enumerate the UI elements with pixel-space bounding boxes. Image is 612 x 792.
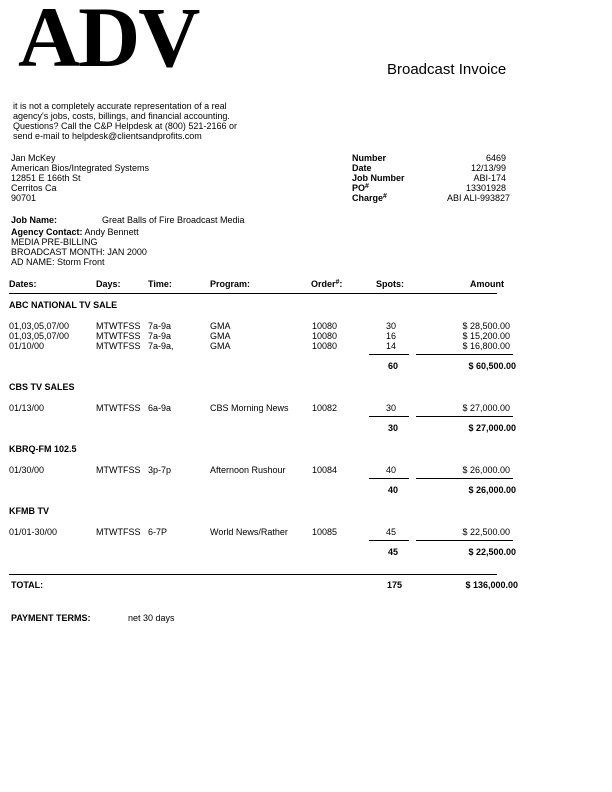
job-number: ABI-174 — [473, 173, 506, 183]
row-spots: 14 — [385, 341, 396, 351]
row-amount: $ 16,800.00 — [462, 341, 510, 351]
job-line: BROADCAST MONTH: JAN 2000 — [11, 247, 147, 257]
subtotal-rule-spots — [369, 416, 409, 417]
section-title: KBRQ-FM 102.5 — [9, 444, 77, 454]
job-name-label: Job Name: — [11, 215, 58, 225]
row-order: 10080 — [312, 341, 338, 351]
row-days: MTWTFSS — [96, 341, 141, 351]
section-title: ABC NATIONAL TV SALE — [9, 300, 118, 310]
subtotal-rule-amount — [416, 354, 513, 355]
subtotal-spots: 40 — [387, 485, 398, 495]
row-time: 7a-9a — [148, 321, 172, 331]
agency-contact: Andy Bennett — [84, 227, 139, 237]
row-order: 10084 — [312, 465, 338, 475]
po-hash: # — [365, 183, 369, 190]
disclaimer-line: send e-mail to helpdesk@clientsandprofits.com — [13, 131, 202, 141]
total-label: TOTAL: — [11, 580, 44, 590]
company-logo: ADV — [18, 0, 199, 85]
col-days: Days: — [96, 279, 121, 289]
subtotal-rule-spots — [369, 478, 409, 479]
row-program: GMA — [210, 321, 231, 331]
date-label: Date — [352, 163, 372, 173]
col-order-hash: # — [335, 279, 340, 286]
invoice-date: 12/13/99 — [470, 163, 506, 173]
agency-contact-label: Agency Contact: — [11, 227, 83, 237]
row-dates: 01/01-30/00 — [9, 527, 58, 537]
row-amount: $ 15,200.00 — [462, 331, 510, 341]
row-program: World News/Rather — [210, 527, 288, 537]
po-label-text: PO — [352, 183, 366, 193]
subtotal-rule-amount — [416, 416, 513, 417]
job-line: MEDIA PRE-BILLING — [11, 237, 98, 247]
row-order: 10080 — [312, 321, 338, 331]
row-amount: $ 22,500.00 — [462, 527, 510, 537]
total-rule — [9, 574, 497, 575]
row-dates: 01/10/00 — [9, 341, 45, 351]
row-order: 10085 — [312, 527, 338, 537]
po-number: 13301928 — [465, 183, 506, 193]
row-program: Afternoon Rushour — [210, 465, 286, 475]
row-days: MTWTFSS — [96, 465, 141, 475]
job-number-label: Job Number — [352, 173, 405, 183]
section-title: CBS TV SALES — [9, 382, 75, 392]
row-dates: 01,03,05,07/00 — [9, 321, 70, 331]
row-order: 10082 — [312, 403, 338, 413]
row-spots: 30 — [385, 403, 396, 413]
job-line: AD NAME: Storm Front — [11, 257, 105, 267]
charge-label — [352, 193, 387, 205]
row-spots: 16 — [385, 331, 396, 341]
total-spots: 175 — [386, 580, 402, 590]
row-program: GMA — [210, 341, 231, 351]
row-time: 6a-9a — [148, 403, 172, 413]
charge-number: ABI ALI-993827 — [446, 193, 510, 203]
col-amount: Amount — [470, 279, 504, 289]
subtotal-amount: $ 26,000.00 — [468, 485, 516, 495]
row-amount: $ 28,500.00 — [462, 321, 510, 331]
row-time: 3p-7p — [148, 465, 172, 475]
subtotal-rule-amount — [416, 540, 513, 541]
subtotal-rule-spots — [369, 354, 409, 355]
invoice-number: 6469 — [485, 153, 506, 163]
row-order: 10080 — [312, 331, 338, 341]
address-line: Cerritos Ca — [11, 183, 57, 193]
subtotal-amount: $ 22,500.00 — [468, 547, 516, 557]
charge-label-text: Charge — [352, 193, 384, 203]
subtotal-rule-spots — [369, 540, 409, 541]
address-line: 90701 — [11, 193, 37, 203]
row-amount: $ 27,000.00 — [462, 403, 510, 413]
subtotal-spots: 60 — [387, 361, 398, 371]
disclaimer-line: agency's jobs, costs, billings, and financial accounting. — [13, 111, 230, 121]
row-program: GMA — [210, 331, 231, 341]
col-spots: Spots: — [376, 279, 404, 289]
row-spots: 40 — [385, 465, 396, 475]
total-amount: $ 136,000.00 — [465, 580, 518, 590]
col-dates: Dates: — [9, 279, 37, 289]
header-rule — [9, 293, 497, 294]
section-title: KFMB TV — [9, 506, 49, 516]
subtotal-rule-amount — [416, 478, 513, 479]
row-days: MTWTFSS — [96, 331, 141, 341]
row-time: 7a-9a — [148, 331, 172, 341]
row-dates: 01/13/00 — [9, 403, 45, 413]
row-time: 7a-9a, — [148, 341, 174, 351]
row-spots: 45 — [385, 527, 396, 537]
subtotal-amount: $ 60,500.00 — [468, 361, 516, 371]
row-program: CBS Morning News — [210, 403, 289, 413]
subtotal-amount: $ 27,000.00 — [468, 423, 516, 433]
document-title: Broadcast Invoice — [387, 61, 507, 78]
col-order — [311, 279, 342, 291]
row-spots: 30 — [385, 321, 396, 331]
number-label: Number — [352, 153, 387, 163]
col-order-text: Order — [311, 279, 336, 289]
row-time: 6-7P — [148, 527, 168, 537]
address-line: Jan McKey — [11, 153, 56, 163]
col-program: Program: — [210, 279, 251, 289]
payment-terms-value: net 30 days — [128, 613, 175, 623]
row-amount: $ 26,000.00 — [462, 465, 510, 475]
job-name: Great Balls of Fire Broadcast Media — [102, 215, 245, 225]
charge-hash: # — [383, 193, 387, 200]
payment-terms-label: PAYMENT TERMS: — [11, 613, 91, 623]
col-order-colon: : — [339, 279, 343, 289]
disclaimer-line: Questions? Call the C&P Helpdesk at (800) 521-2166 or — [13, 121, 237, 131]
row-days: MTWTFSS — [96, 527, 141, 537]
address-line: American Bios/Integrated Systems — [11, 163, 150, 173]
col-time: Time: — [148, 279, 172, 289]
row-days: MTWTFSS — [96, 403, 141, 413]
subtotal-spots: 30 — [387, 423, 398, 433]
row-dates: 01/30/00 — [9, 465, 45, 475]
row-days: MTWTFSS — [96, 321, 141, 331]
address-line: 12851 E 166th St — [11, 173, 81, 183]
disclaimer-line: it is not a completely accurate representation of a real — [13, 101, 227, 111]
row-dates: 01,03,05,07/00 — [9, 331, 70, 341]
subtotal-spots: 45 — [387, 547, 398, 557]
